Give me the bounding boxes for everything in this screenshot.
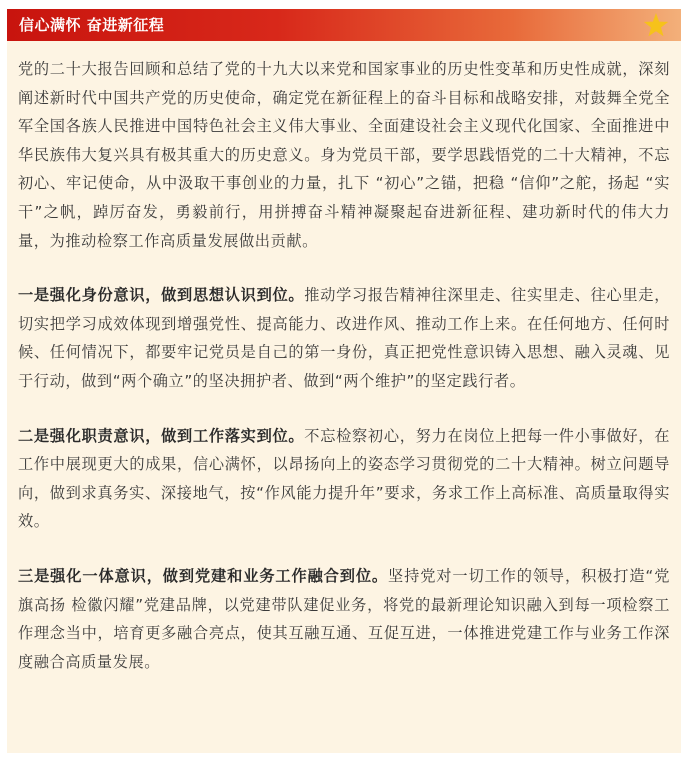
paragraph-lead: 三是强化一体意识，做到党建和业务工作融合到位。: [18, 566, 389, 585]
paragraph-text: 不忘检察初心，努力在岗位上把每一件小事做好，在工作中展现更大的成果，信心满怀，以昂扬向上的姿态学习贯彻党的二十大精神。树立问题导向，做到求真务实、深接地气，按“作风能力提升年”要求，务求工作上高标准、高质量取得实效。: [18, 426, 670, 531]
paragraph-text: 党的二十大报告回顾和总结了党的十九大以来党和国家事业的历史性变革和历史性成就，深刻阐述新时代中国共产党的历史使命，确定党在新征程上的奋斗目标和战略安排，对鼓舞全党全军全国各族人民推进中国特色社会主义伟大事业、全面建设社会主义现代化国家、全面推进中华民族伟大复兴具有极其重大的历史意义。身为党员干部，要学思践悟党的二十大精神，不忘初心、牢记使命，从中汲取干事创业的力量，扎下 “初心”之锚，把稳 “信仰”之舵，扬起 “实干”之帆，踔厉奋发，勇毅前行，用拼搏奋斗精神凝聚起奋进新征程、建功新时代的伟大力量，为推动检察工作高质量发展做出贡献。: [18, 60, 670, 250]
paragraph-point-1: [18, 281, 670, 395]
section-header: [7, 9, 681, 41]
article-card: [7, 9, 681, 753]
paragraph-intro: [18, 55, 670, 255]
paragraph-point-3: [18, 562, 670, 676]
paragraph-point-2: [18, 422, 670, 536]
paragraph-lead: 二是强化职责意识，做到工作落实到位。: [18, 426, 305, 445]
paragraph-text: 坚持党对一切工作的领导，积极打造“党旗高扬 检徽闪耀”党建品牌，以党建带队建促业务，将党的最新理论知识融入到每一项检察工作理念当中，培育更多融合亮点，使其互融互通、互促互进，一体推进党建工作与业务工作深度融合高质量发展。: [18, 566, 670, 671]
article-body: [18, 55, 670, 702]
paragraph-lead: 一是强化身份意识，做到思想认识到位。: [18, 286, 305, 305]
paragraph-text: 推动学习报告精神往深里走、往实里走、往心里走，切实把学习成效体现到增强党性、提高能力、改进作风、推动工作上来。在任何地方、任何时候、任何情况下，都要牢记党员是自己的第一身份，真正把党性意识铸入思想、融入灵魂、见于行动，做到“两个确立”的坚决拥护者、做到“两个维护”的坚定践行者。: [18, 286, 670, 390]
section-title: 信心满怀 奋进新征程: [19, 16, 165, 34]
star-icon: [643, 12, 669, 38]
